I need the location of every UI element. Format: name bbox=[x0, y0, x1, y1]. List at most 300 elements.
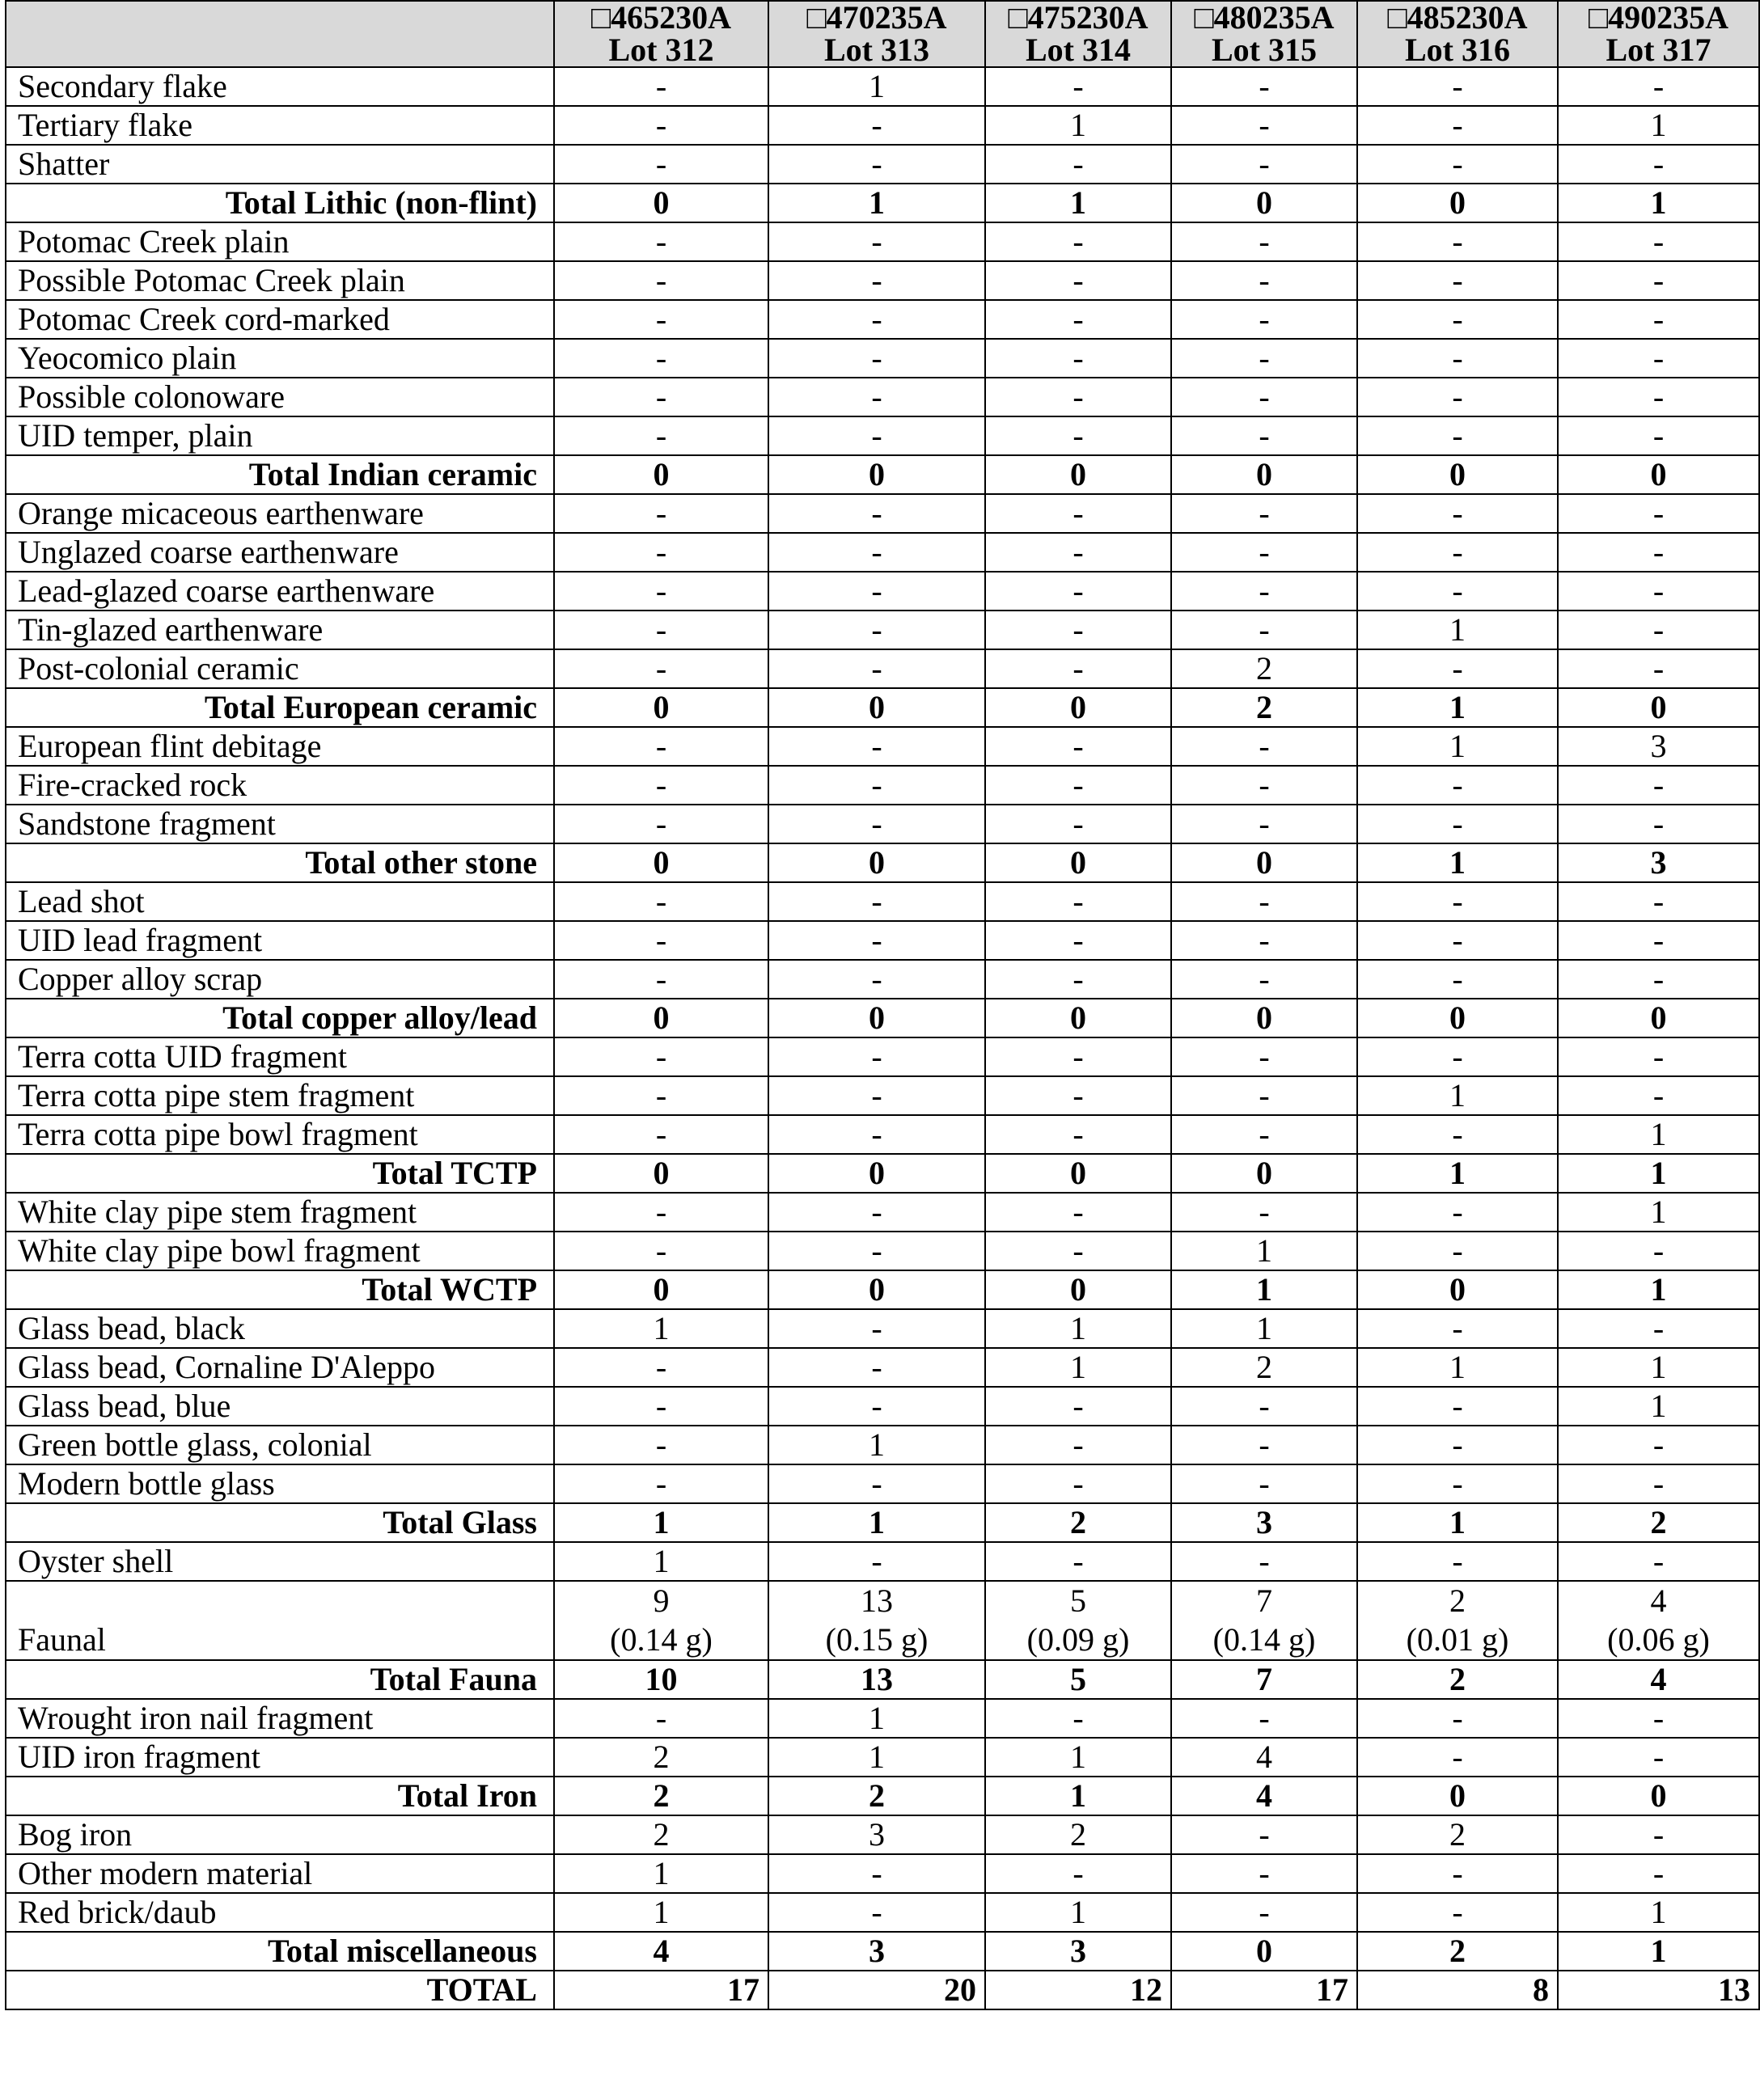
count-cell: - bbox=[1558, 145, 1759, 184]
subtotal-row bbox=[6, 1154, 1759, 1193]
count-cell: - bbox=[1357, 1426, 1558, 1464]
count-cell: 0 bbox=[768, 1154, 985, 1193]
table-row bbox=[6, 261, 1759, 300]
count-cell: 1 bbox=[1558, 1893, 1759, 1932]
lot-number: Lot 312 bbox=[608, 32, 714, 67]
count-cell: 0 bbox=[768, 843, 985, 882]
count-cell: - bbox=[768, 1348, 985, 1387]
row-label: Potomac Creek cord-marked bbox=[6, 300, 554, 339]
table-row bbox=[6, 960, 1759, 999]
count-cell: 0 bbox=[985, 843, 1171, 882]
table-body bbox=[6, 67, 1759, 2009]
weight-value: (0.15 g) bbox=[825, 1621, 929, 1658]
count-cell: - bbox=[985, 882, 1171, 921]
table-row bbox=[6, 727, 1759, 766]
count-cell: - bbox=[1171, 611, 1357, 649]
subtotal-row bbox=[6, 1660, 1759, 1699]
table-row bbox=[6, 1232, 1759, 1270]
lot-number: Lot 316 bbox=[1405, 32, 1510, 67]
count-cell: 2 bbox=[985, 1815, 1171, 1854]
count-cell: - bbox=[1558, 1037, 1759, 1076]
count-cell bbox=[1558, 1581, 1759, 1660]
table-row bbox=[6, 572, 1759, 611]
count-cell: 1 bbox=[1558, 1348, 1759, 1387]
count-cell: - bbox=[554, 960, 768, 999]
row-label: European flint debitage bbox=[6, 727, 554, 766]
count-cell: 0 bbox=[1558, 999, 1759, 1037]
count-cell: 2 bbox=[1171, 688, 1357, 727]
row-label: Wrought iron nail fragment bbox=[6, 1699, 554, 1738]
count-cell: - bbox=[768, 766, 985, 805]
count-cell: - bbox=[1171, 222, 1357, 261]
count-cell: - bbox=[985, 1232, 1171, 1270]
count-cell: - bbox=[1357, 339, 1558, 378]
count-cell: 0 bbox=[554, 184, 768, 222]
lot-number: Lot 314 bbox=[1026, 32, 1131, 67]
count-cell: - bbox=[554, 805, 768, 843]
count-cell: - bbox=[768, 145, 985, 184]
count-cell: - bbox=[554, 1115, 768, 1154]
count-cell: 1 bbox=[1357, 688, 1558, 727]
table-header bbox=[6, 1, 1759, 67]
table-row bbox=[6, 1348, 1759, 1387]
count-cell: 1 bbox=[1171, 1232, 1357, 1270]
count-cell: 4 bbox=[554, 1932, 768, 1971]
row-label: Tertiary flake bbox=[6, 106, 554, 145]
table-row bbox=[6, 67, 1759, 106]
table-row bbox=[6, 766, 1759, 805]
count-cell: - bbox=[1558, 1232, 1759, 1270]
table-row bbox=[6, 1193, 1759, 1232]
count-cell: - bbox=[1357, 494, 1558, 533]
count-cell: 13 bbox=[1558, 1971, 1759, 2009]
count-cell: - bbox=[985, 416, 1171, 455]
count-cell: 20 bbox=[768, 1971, 985, 2009]
count-cell: - bbox=[1171, 1854, 1357, 1893]
count-cell: - bbox=[1171, 378, 1357, 416]
count-cell: - bbox=[1357, 416, 1558, 455]
table-row bbox=[6, 494, 1759, 533]
artifact-count-table bbox=[5, 0, 1760, 2010]
row-label: Total Fauna bbox=[6, 1660, 554, 1699]
count-cell bbox=[1171, 1581, 1357, 1660]
count-cell: - bbox=[1171, 1387, 1357, 1426]
row-label: Terra cotta pipe stem fragment bbox=[6, 1076, 554, 1115]
table-row bbox=[6, 1309, 1759, 1348]
count-cell: - bbox=[1357, 533, 1558, 572]
count-cell: 3 bbox=[985, 1932, 1171, 1971]
count-cell: 0 bbox=[1357, 999, 1558, 1037]
count-cell: - bbox=[1171, 300, 1357, 339]
count-cell: - bbox=[985, 533, 1171, 572]
count-cell: - bbox=[1558, 572, 1759, 611]
row-label: Total other stone bbox=[6, 843, 554, 882]
row-label: White clay pipe bowl fragment bbox=[6, 1232, 554, 1270]
count-cell bbox=[1357, 1581, 1558, 1660]
count-cell: - bbox=[768, 1893, 985, 1932]
count-cell: - bbox=[1558, 921, 1759, 960]
count-cell: - bbox=[1357, 805, 1558, 843]
count-cell: - bbox=[1357, 921, 1558, 960]
count-cell: - bbox=[985, 1854, 1171, 1893]
table-row bbox=[6, 1037, 1759, 1076]
count-cell: - bbox=[554, 145, 768, 184]
count-cell: - bbox=[1357, 1309, 1558, 1348]
count-cell: - bbox=[554, 1699, 768, 1738]
count-cell: - bbox=[1558, 261, 1759, 300]
count-cell: - bbox=[1357, 882, 1558, 921]
row-label: Total Glass bbox=[6, 1503, 554, 1542]
table-row bbox=[6, 339, 1759, 378]
count-cell: 1 bbox=[768, 1503, 985, 1542]
subtotal-row bbox=[6, 184, 1759, 222]
count-cell: 0 bbox=[554, 455, 768, 494]
count-cell: - bbox=[554, 106, 768, 145]
count-cell: 1 bbox=[1171, 1309, 1357, 1348]
count-cell: - bbox=[1171, 1815, 1357, 1854]
count-cell: - bbox=[1171, 1037, 1357, 1076]
count-cell: 1 bbox=[1171, 1270, 1357, 1309]
unit-id: □490235A bbox=[1588, 1, 1729, 36]
row-label: UID lead fragment bbox=[6, 921, 554, 960]
count-cell: - bbox=[768, 339, 985, 378]
count-cell: - bbox=[768, 222, 985, 261]
count-cell: - bbox=[985, 1076, 1171, 1115]
count-cell: 1 bbox=[554, 1854, 768, 1893]
count-cell: 0 bbox=[768, 455, 985, 494]
row-label: UID temper, plain bbox=[6, 416, 554, 455]
count-cell: 17 bbox=[554, 1971, 768, 2009]
row-label: Oyster shell bbox=[6, 1542, 554, 1581]
count-cell: - bbox=[1171, 727, 1357, 766]
header-cell-lot-312 bbox=[554, 1, 768, 67]
count-cell: - bbox=[768, 1309, 985, 1348]
count-cell: - bbox=[768, 533, 985, 572]
count-cell: - bbox=[1558, 1426, 1759, 1464]
row-label: Yeocomico plain bbox=[6, 339, 554, 378]
weight-value: (0.01 g) bbox=[1406, 1621, 1509, 1658]
count-cell: 1 bbox=[554, 1893, 768, 1932]
count-cell: - bbox=[1357, 378, 1558, 416]
count-cell: 4 bbox=[1171, 1738, 1357, 1777]
table-row bbox=[6, 611, 1759, 649]
count-cell: - bbox=[768, 805, 985, 843]
row-label: Secondary flake bbox=[6, 67, 554, 106]
count-cell: - bbox=[768, 1387, 985, 1426]
count-cell: 13 bbox=[768, 1660, 985, 1699]
count-cell: 0 bbox=[554, 1154, 768, 1193]
count-cell: - bbox=[1171, 339, 1357, 378]
count-cell: - bbox=[985, 611, 1171, 649]
count-cell: - bbox=[1357, 1232, 1558, 1270]
header-row bbox=[6, 1, 1759, 67]
count-cell: 0 bbox=[768, 1270, 985, 1309]
count-cell: - bbox=[1558, 1076, 1759, 1115]
count-cell: 1 bbox=[985, 1777, 1171, 1815]
count-cell: - bbox=[768, 1193, 985, 1232]
count-cell: 1 bbox=[554, 1542, 768, 1581]
subtotal-row bbox=[6, 999, 1759, 1037]
count-cell: - bbox=[1171, 766, 1357, 805]
count-cell: 0 bbox=[1558, 688, 1759, 727]
subtotal-row bbox=[6, 1777, 1759, 1815]
count-cell: 1 bbox=[1357, 1348, 1558, 1387]
count-cell: 2 bbox=[554, 1738, 768, 1777]
count-cell: - bbox=[985, 649, 1171, 688]
count-cell: - bbox=[1357, 1542, 1558, 1581]
count-cell: - bbox=[554, 611, 768, 649]
lot-number: Lot 317 bbox=[1606, 32, 1711, 67]
count-cell: - bbox=[768, 1037, 985, 1076]
weight-value: (0.06 g) bbox=[1607, 1621, 1710, 1658]
count-cell: 0 bbox=[1357, 455, 1558, 494]
row-label: Sandstone fragment bbox=[6, 805, 554, 843]
count-cell: - bbox=[1558, 1542, 1759, 1581]
count-cell: 1 bbox=[985, 106, 1171, 145]
count-cell: - bbox=[554, 261, 768, 300]
count-cell: 3 bbox=[1558, 843, 1759, 882]
count-cell: - bbox=[985, 1037, 1171, 1076]
count-cell: 2 bbox=[1357, 1815, 1558, 1854]
count-cell: - bbox=[1357, 1738, 1558, 1777]
count-cell: 0 bbox=[1558, 455, 1759, 494]
count-cell: 0 bbox=[554, 843, 768, 882]
table-row bbox=[6, 1581, 1759, 1660]
table-row bbox=[6, 805, 1759, 843]
row-label: White clay pipe stem fragment bbox=[6, 1193, 554, 1232]
table-row bbox=[6, 533, 1759, 572]
count-cell: 1 bbox=[985, 1738, 1171, 1777]
count-cell: 0 bbox=[1171, 1154, 1357, 1193]
row-label: TOTAL bbox=[6, 1971, 554, 2009]
header-blank-cell bbox=[6, 1, 554, 67]
unit-id: □470235A bbox=[806, 1, 947, 36]
count-cell: - bbox=[1558, 339, 1759, 378]
count-cell: 1 bbox=[1357, 1154, 1558, 1193]
header-cell-lot-314 bbox=[985, 1, 1171, 67]
header-cell-lot-313 bbox=[768, 1, 985, 67]
table-row bbox=[6, 1426, 1759, 1464]
count-cell: 1 bbox=[768, 184, 985, 222]
count-cell: - bbox=[554, 1464, 768, 1503]
count-cell: 1 bbox=[1357, 727, 1558, 766]
count-cell: - bbox=[985, 766, 1171, 805]
count-cell: 1 bbox=[985, 1893, 1171, 1932]
count-cell: - bbox=[1357, 145, 1558, 184]
count-cell: 0 bbox=[768, 688, 985, 727]
subtotal-row bbox=[6, 1932, 1759, 1971]
table-row bbox=[6, 649, 1759, 688]
count-cell: - bbox=[1171, 960, 1357, 999]
count-cell: - bbox=[1558, 1309, 1759, 1348]
row-label: Glass bead, blue bbox=[6, 1387, 554, 1426]
count-cell: - bbox=[1357, 1115, 1558, 1154]
table-row bbox=[6, 921, 1759, 960]
count-cell: 0 bbox=[1171, 184, 1357, 222]
row-label: Total European ceramic bbox=[6, 688, 554, 727]
count-cell: - bbox=[985, 960, 1171, 999]
count-cell: 0 bbox=[985, 455, 1171, 494]
count-cell: 3 bbox=[768, 1932, 985, 1971]
count-cell: - bbox=[1171, 805, 1357, 843]
count-cell: - bbox=[1558, 960, 1759, 999]
count-cell: 2 bbox=[1558, 1503, 1759, 1542]
count-cell: 12 bbox=[985, 1971, 1171, 2009]
count-cell: - bbox=[768, 300, 985, 339]
count-cell: - bbox=[768, 572, 985, 611]
count-cell: - bbox=[1357, 106, 1558, 145]
subtotal-row bbox=[6, 688, 1759, 727]
count-cell: - bbox=[554, 921, 768, 960]
row-label: Post-colonial ceramic bbox=[6, 649, 554, 688]
row-label: Glass bead, Cornaline D'Aleppo bbox=[6, 1348, 554, 1387]
count-cell: - bbox=[985, 727, 1171, 766]
count-cell: 0 bbox=[1558, 1777, 1759, 1815]
count-cell: - bbox=[1171, 494, 1357, 533]
count-cell: 3 bbox=[768, 1815, 985, 1854]
count-cell: - bbox=[985, 1115, 1171, 1154]
count-cell: - bbox=[768, 649, 985, 688]
count-cell: - bbox=[985, 1193, 1171, 1232]
table-row bbox=[6, 1115, 1759, 1154]
row-label: Possible colonoware bbox=[6, 378, 554, 416]
row-label: Fire-cracked rock bbox=[6, 766, 554, 805]
table-row bbox=[6, 145, 1759, 184]
row-label: Tin-glazed earthenware bbox=[6, 611, 554, 649]
count-cell: - bbox=[1558, 533, 1759, 572]
count-cell: - bbox=[1171, 1699, 1357, 1738]
header-cell-lot-315 bbox=[1171, 1, 1357, 67]
header-cell-lot-317 bbox=[1558, 1, 1759, 67]
count-cell: 1 bbox=[985, 184, 1171, 222]
count-cell: - bbox=[1558, 1738, 1759, 1777]
unit-id: □465230A bbox=[590, 1, 732, 36]
grand-total-row bbox=[6, 1971, 1759, 2009]
count-cell: 17 bbox=[1171, 1971, 1357, 2009]
count-cell: 1 bbox=[1357, 1503, 1558, 1542]
count-cell: 2 bbox=[768, 1777, 985, 1815]
count-cell: - bbox=[1357, 1854, 1558, 1893]
count-cell: - bbox=[1171, 1193, 1357, 1232]
count-value: 9 bbox=[653, 1582, 670, 1619]
subtotal-row bbox=[6, 455, 1759, 494]
count-cell: 1 bbox=[1357, 843, 1558, 882]
table-row bbox=[6, 1738, 1759, 1777]
count-cell: - bbox=[1171, 145, 1357, 184]
count-cell: - bbox=[1558, 766, 1759, 805]
count-cell: 1 bbox=[768, 1738, 985, 1777]
count-cell: 0 bbox=[554, 1270, 768, 1309]
count-cell: - bbox=[554, 649, 768, 688]
count-cell: - bbox=[1357, 1464, 1558, 1503]
count-cell: 0 bbox=[1171, 455, 1357, 494]
count-cell: 2 bbox=[554, 1815, 768, 1854]
count-cell: - bbox=[985, 494, 1171, 533]
count-cell: - bbox=[768, 727, 985, 766]
count-cell bbox=[985, 1581, 1171, 1660]
table-row bbox=[6, 222, 1759, 261]
count-cell: - bbox=[985, 145, 1171, 184]
count-cell: - bbox=[1357, 1037, 1558, 1076]
count-cell: - bbox=[554, 766, 768, 805]
count-value: 4 bbox=[1650, 1582, 1667, 1619]
count-cell: - bbox=[1558, 1464, 1759, 1503]
count-cell: - bbox=[1558, 222, 1759, 261]
count-cell: - bbox=[985, 805, 1171, 843]
count-cell: 4 bbox=[1558, 1660, 1759, 1699]
count-cell: - bbox=[1558, 611, 1759, 649]
count-cell: - bbox=[768, 1464, 985, 1503]
count-cell: 2 bbox=[554, 1777, 768, 1815]
subtotal-row bbox=[6, 1503, 1759, 1542]
count-cell: - bbox=[1558, 67, 1759, 106]
count-value: 13 bbox=[861, 1582, 893, 1619]
count-cell: 0 bbox=[1171, 1932, 1357, 1971]
table-row bbox=[6, 106, 1759, 145]
count-cell: - bbox=[1357, 1699, 1558, 1738]
table-row bbox=[6, 1854, 1759, 1893]
count-cell: - bbox=[1357, 649, 1558, 688]
row-label: Bog iron bbox=[6, 1815, 554, 1854]
count-cell: - bbox=[768, 1076, 985, 1115]
row-label: Faunal bbox=[6, 1581, 554, 1660]
row-label: Terra cotta UID fragment bbox=[6, 1037, 554, 1076]
count-cell: 1 bbox=[1357, 611, 1558, 649]
count-cell: - bbox=[1357, 1387, 1558, 1426]
row-label: Total WCTP bbox=[6, 1270, 554, 1309]
count-cell: - bbox=[1558, 649, 1759, 688]
count-cell: 0 bbox=[985, 999, 1171, 1037]
header-cell-lot-316 bbox=[1357, 1, 1558, 67]
count-cell: - bbox=[554, 300, 768, 339]
count-cell: 0 bbox=[1357, 1777, 1558, 1815]
count-cell: 0 bbox=[768, 999, 985, 1037]
count-cell: 0 bbox=[554, 999, 768, 1037]
row-label: UID iron fragment bbox=[6, 1738, 554, 1777]
count-cell: - bbox=[768, 1854, 985, 1893]
count-cell: - bbox=[768, 960, 985, 999]
count-cell bbox=[554, 1581, 768, 1660]
row-label: Possible Potomac Creek plain bbox=[6, 261, 554, 300]
count-cell: - bbox=[768, 261, 985, 300]
count-cell: 0 bbox=[985, 1154, 1171, 1193]
count-cell: - bbox=[1171, 67, 1357, 106]
count-cell: - bbox=[1357, 1193, 1558, 1232]
count-cell: - bbox=[768, 1542, 985, 1581]
count-cell: 4 bbox=[1171, 1777, 1357, 1815]
count-cell: - bbox=[985, 222, 1171, 261]
count-cell: - bbox=[985, 339, 1171, 378]
count-cell: 2 bbox=[1171, 649, 1357, 688]
count-cell: - bbox=[985, 261, 1171, 300]
count-cell: - bbox=[985, 1387, 1171, 1426]
count-cell: - bbox=[985, 67, 1171, 106]
count-cell: - bbox=[1171, 1426, 1357, 1464]
count-cell: - bbox=[554, 1387, 768, 1426]
count-cell: 8 bbox=[1357, 1971, 1558, 2009]
row-label: Total copper alloy/lead bbox=[6, 999, 554, 1037]
count-cell: - bbox=[1357, 1893, 1558, 1932]
count-cell: - bbox=[1357, 300, 1558, 339]
count-cell: - bbox=[1171, 1464, 1357, 1503]
count-cell: - bbox=[1357, 222, 1558, 261]
count-cell: - bbox=[985, 921, 1171, 960]
row-label: Total Indian ceramic bbox=[6, 455, 554, 494]
count-cell: - bbox=[554, 727, 768, 766]
row-label: Potomac Creek plain bbox=[6, 222, 554, 261]
count-cell: - bbox=[768, 416, 985, 455]
count-cell: - bbox=[1558, 378, 1759, 416]
